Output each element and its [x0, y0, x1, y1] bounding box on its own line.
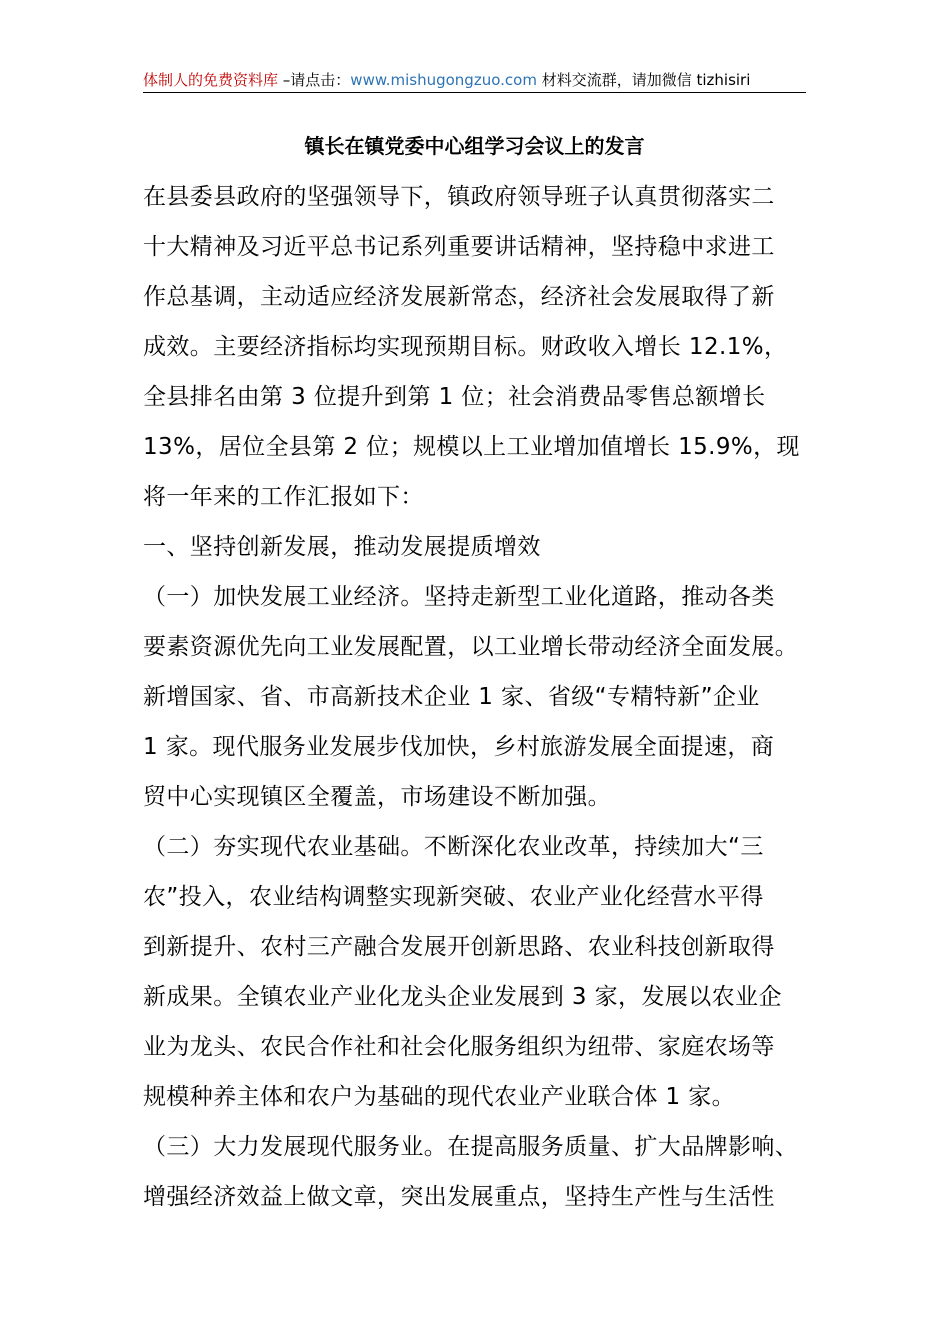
text-line: 在县委县政府的坚强领导下，镇政府领导班子认真贯彻落实二 [143, 184, 775, 210]
text-line: 新增国家、省、市高新技术企业 1 家、省级“专精特新”企业 [143, 684, 760, 710]
text-line: 农”投入，农业结构调整实现新突破、农业产业化经营水平得 [143, 884, 764, 910]
paragraph-intro [143, 172, 823, 522]
text-line: （一）加快发展工业经济。坚持走新型工业化道路，推动各类 [143, 584, 775, 610]
text-line: 成效。主要经济指标均实现预期目标。财政收入增长 12.1%， [143, 334, 788, 360]
text-line: （二）夯实现代农业基础。不断深化农业改革，持续加大“三 [143, 834, 764, 860]
text-line: （三）大力发展现代服务业。在提高服务质量、扩大品牌影响、 [143, 1134, 799, 1160]
paragraph-agriculture [143, 822, 823, 1122]
text-line: 业为龙头、农民合作社和社会化服务组织为纽带、家庭农场等 [143, 1034, 775, 1060]
paragraph-services [143, 1122, 823, 1222]
paragraph-industry [143, 572, 823, 822]
text-line: 13%，居位全县第 2 位；规模以上工业增加值增长 15.9%，现 [143, 434, 800, 460]
text-line: 要素资源优先向工业发展配置，以工业增长带动经济全面发展。 [143, 634, 799, 660]
header-link[interactable]: www.mishugongzuo.com [350, 71, 537, 89]
text-line: 新成果。全镇农业产业化龙头企业发展到 3 家，发展以农业企 [143, 984, 782, 1010]
header-prompt: –请点击： [278, 71, 351, 89]
document-body [143, 172, 823, 1222]
text-line: 到新提升、农村三产融合发展开创新思路、农业科技创新取得 [143, 934, 775, 960]
document-title: 镇长在镇党委中心组学习会议上的发言 [304, 134, 645, 158]
text-line: 十大精神及习近平总书记系列重要讲话精神，坚持稳中求进工 [143, 234, 775, 260]
text-line: 贸中心实现镇区全覆盖，市场建设不断加强。 [143, 784, 611, 810]
header-brand: 体制人的免费资料库 [143, 71, 279, 89]
section-heading [143, 522, 823, 572]
page-header [143, 68, 806, 93]
text-line: 1 家。现代服务业发展步伐加快，乡村旅游发展全面提速，商 [143, 734, 775, 760]
text-line: 将一年来的工作汇报如下： [143, 484, 424, 510]
text-line: 全县排名由第 3 位提升到第 1 位；社会消费品零售总额增长 [143, 384, 766, 410]
text-line: 增强经济效益上做文章，突出发展重点，坚持生产性与生活性 [143, 1184, 775, 1210]
text-line: 作总基调，主动适应经济发展新常态，经济社会发展取得了新 [143, 284, 775, 310]
text-line: 一、坚持创新发展，推动发展提质增效 [143, 534, 541, 560]
text-line: 规模种养主体和农户为基础的现代农业产业联合体 1 家。 [143, 1084, 736, 1110]
header-note: 材料交流群，请加微信 tizhisiri [536, 71, 751, 89]
